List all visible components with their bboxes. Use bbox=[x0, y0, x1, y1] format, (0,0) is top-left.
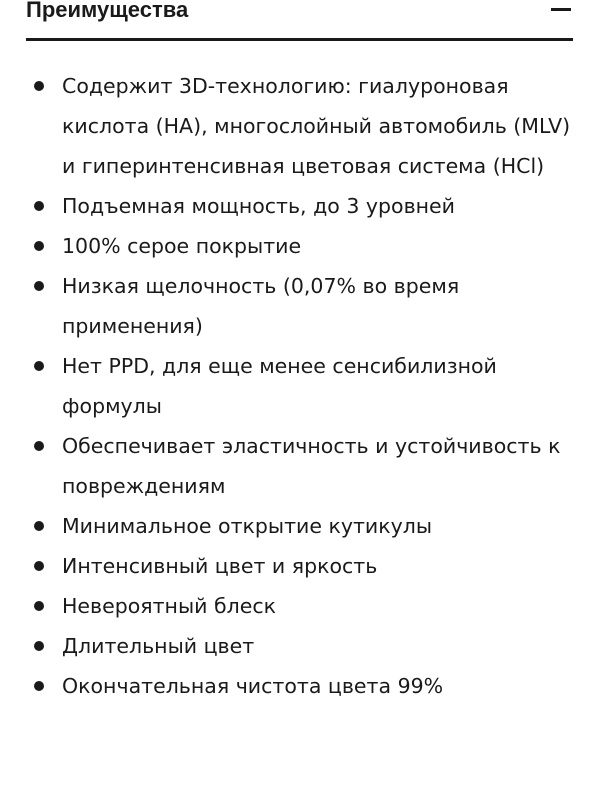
bullet-icon bbox=[34, 81, 44, 91]
bullet-icon bbox=[34, 521, 44, 531]
list-item bbox=[0, 546, 599, 586]
list-item bbox=[0, 666, 599, 706]
list-item-text: Интенсивный цвет и яркость bbox=[62, 554, 378, 578]
bullet-icon bbox=[34, 201, 44, 211]
list-item bbox=[0, 186, 599, 226]
list-item-text: 100% серое покрытие bbox=[62, 234, 302, 258]
bullet-icon bbox=[34, 441, 44, 451]
list-item bbox=[0, 266, 599, 346]
list-item-text: Нет PPD, для еще менее сенсибилизной формулы bbox=[62, 354, 497, 418]
list-item bbox=[0, 426, 599, 506]
bullet-icon bbox=[34, 681, 44, 691]
benefits-list bbox=[0, 66, 599, 706]
list-item-text: Длительный цвет bbox=[62, 634, 255, 658]
list-item-text: Обеспечивает эластичность и устойчивость к повреждениям bbox=[62, 434, 561, 498]
bullet-icon bbox=[34, 561, 44, 571]
list-item bbox=[0, 586, 599, 626]
bullet-icon bbox=[34, 601, 44, 611]
minus-icon[interactable] bbox=[551, 8, 571, 11]
list-item-text: Подъемная мощность, до 3 уровней bbox=[62, 194, 455, 218]
list-item-text: Окончательная чистота цвета 99% bbox=[62, 674, 444, 698]
list-item-text: Низкая щелочность (0,07% во время применения) bbox=[62, 274, 460, 338]
list-item bbox=[0, 506, 599, 546]
bullet-icon bbox=[34, 281, 44, 291]
list-item bbox=[0, 226, 599, 266]
bullet-icon bbox=[34, 641, 44, 651]
list-item-text: Минимальное открытие кутикулы bbox=[62, 514, 433, 538]
section-title: Преимущества bbox=[26, 0, 189, 22]
benefits-section-header[interactable] bbox=[26, 0, 573, 41]
list-item bbox=[0, 626, 599, 666]
bullet-icon bbox=[34, 241, 44, 251]
bullet-icon bbox=[34, 361, 44, 371]
list-item-text: Невероятный блеск bbox=[62, 594, 276, 618]
list-item-text: Содержит 3D-технологию: гиалуроновая кислота (HA), многослойный автомобиль (MLV) и гиперинтенсивная цветовая система (HCl) bbox=[62, 74, 571, 178]
list-item bbox=[0, 346, 599, 426]
list-item bbox=[0, 66, 599, 186]
